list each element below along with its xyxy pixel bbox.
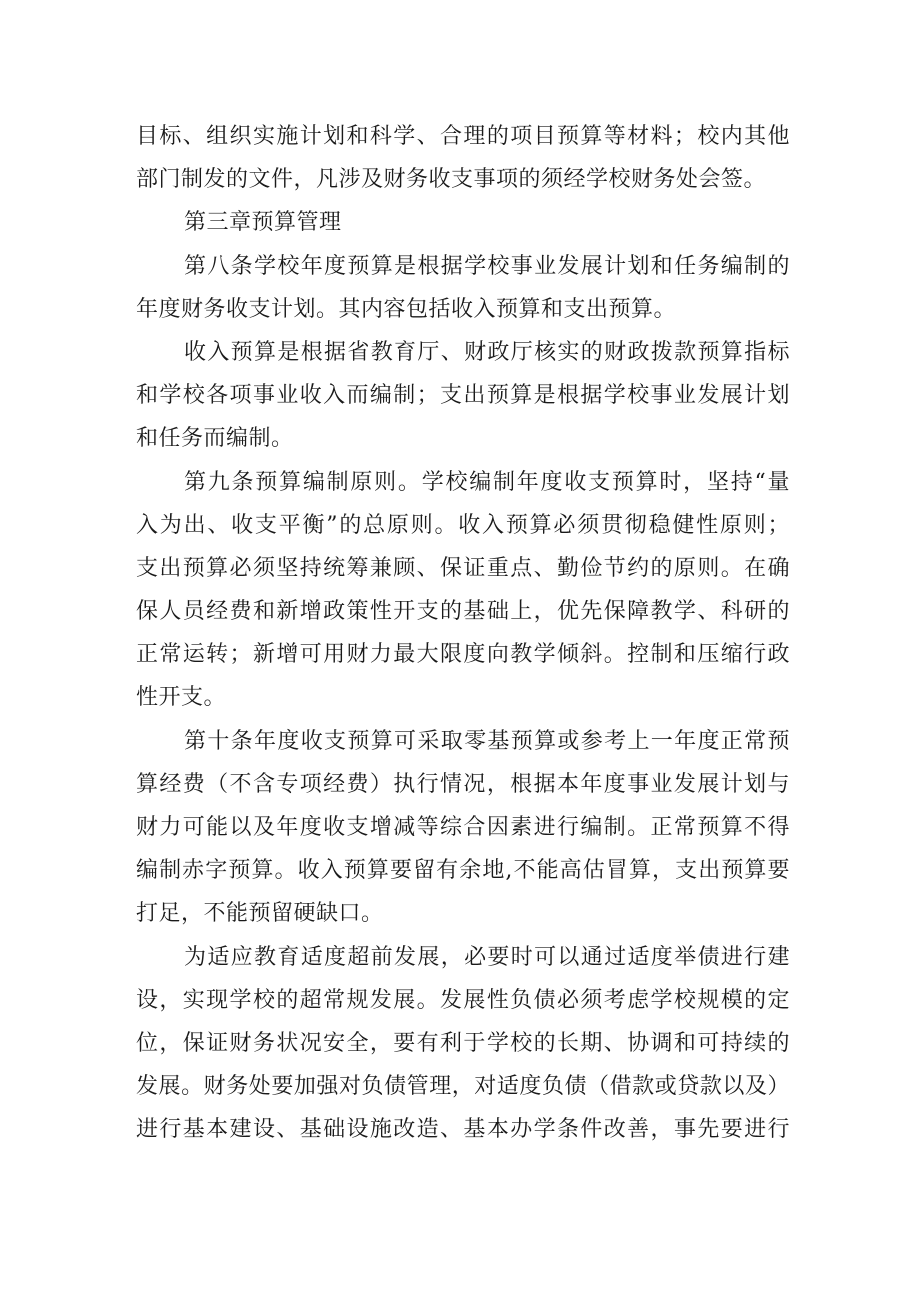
text-line: 和任务而编制。 — [136, 426, 294, 452]
text-line: 入为出、收支平衡”的总原则。收入预算必须贯彻稳健性原则； — [136, 512, 790, 538]
text-line: 算经费（不含专项经费）执行情况，根据本年度事业发展计划与 — [136, 771, 790, 797]
text-line: 编制赤字预算。收入预算要留有余地,不能高估冒算，支出预算要 — [136, 858, 790, 884]
chapter-heading: 第三章预算管理 — [184, 210, 342, 236]
text-line: 收入预算是根据省教育厅、财政厅核实的财政拨款预算指标 — [184, 339, 790, 365]
text-line: 进行基本建设、基础设施改造、基本办学条件改善，事先要进行 — [136, 1117, 790, 1143]
text-line: 发展。财务处要加强对负债管理，对适度负债（借款或贷款以及） — [136, 1074, 790, 1100]
text-line: 性开支。 — [136, 685, 227, 711]
text-line: 第九条预算编制原则。学校编制年度收支预算时，坚持“量 — [184, 469, 790, 495]
text-line: 第十条年度收支预算可采取零基预算或参考上一年度正常预 — [184, 728, 790, 754]
text-line: 和学校各项事业收入而编制；支出预算是根据学校事业发展计划 — [136, 383, 790, 409]
text-line: 支出预算必须坚持统筹兼顾、保证重点、勤俭节约的原则。在确 — [136, 555, 790, 581]
text-line: 保人员经费和新增政策性开支的基础上，优先保障教学、科研的 — [136, 599, 790, 625]
text-line: 年度财务收支计划。其内容包括收入预算和支出预算。 — [136, 296, 677, 322]
document-body — [136, 115, 790, 1152]
text-line: 打足，不能预留硬缺口。 — [136, 901, 384, 927]
text-line: 目标、组织实施计划和科学、合理的项目预算等材料；校内其他 — [136, 124, 790, 149]
text-line: 财力可能以及年度收支增减等综合因素进行编制。正常预算不得 — [136, 815, 790, 840]
text-line: 正常运转；新增可用财力最大限度向教学倾斜。控制和压缩行政 — [136, 642, 790, 668]
text-line: 位，保证财务状况安全，要有利于学校的长期、协调和可持续的 — [136, 1030, 790, 1056]
text-line: 第八条学校年度预算是根据学校事业发展计划和任务编制的 — [184, 253, 790, 279]
text-line: 设，实现学校的超常规发展。发展性负债必须考虑学校规模的定 — [136, 987, 790, 1013]
text-line: 部门制发的文件，凡涉及财务收支事项的须经学校财务处会签。 — [136, 167, 767, 193]
text-line: 为适应教育适度超前发展，必要时可以通过适度举债进行建 — [184, 944, 790, 970]
